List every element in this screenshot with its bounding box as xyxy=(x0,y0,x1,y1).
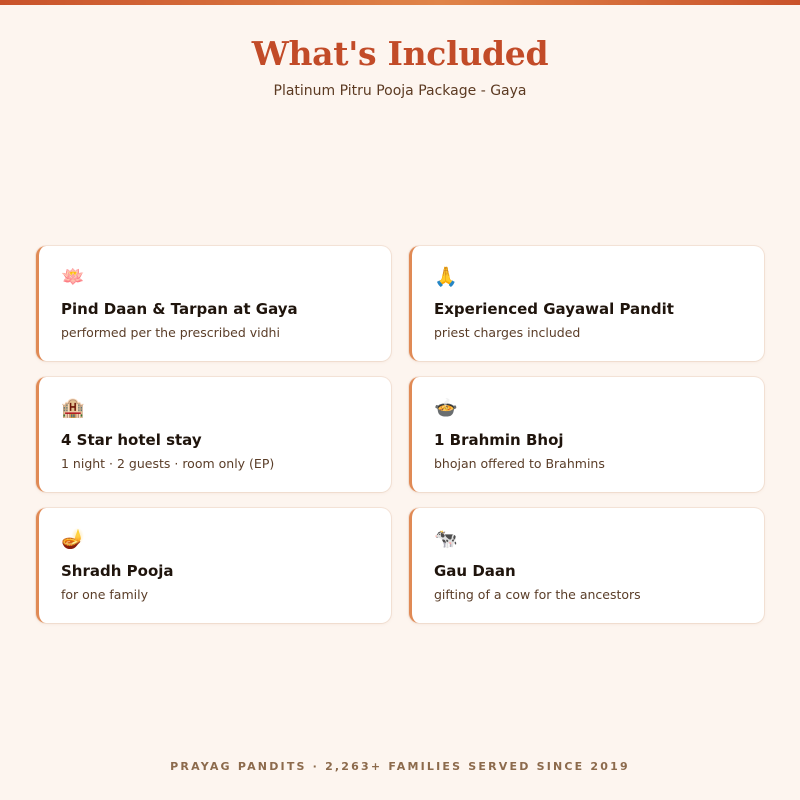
item-title: Shradh Pooja xyxy=(61,562,174,580)
included-item-card xyxy=(409,508,764,623)
item-title: 4 Star hotel stay xyxy=(61,431,202,449)
item-title: Experienced Gayawal Pandit xyxy=(434,300,674,318)
item-title: 1 Brahmin Bhoj xyxy=(434,431,564,449)
item-description: performed per the prescribed vidhi xyxy=(61,325,280,340)
diya-lamp-icon: 🪔 xyxy=(61,528,85,550)
page-title: What's Included xyxy=(251,34,549,73)
item-title: Gau Daan xyxy=(434,562,516,580)
lotus-icon: 🪷 xyxy=(61,266,85,288)
footer-tagline: PRAYAG PANDITS · 2,263+ FAMILIES SERVED SINCE 2019 xyxy=(170,760,630,773)
item-description: gifting of a cow for the ancestors xyxy=(434,587,641,602)
item-title: Pind Daan & Tarpan at Gaya xyxy=(61,300,298,318)
included-item-card xyxy=(409,246,764,361)
item-description: for one family xyxy=(61,587,148,602)
included-item-card xyxy=(36,246,391,361)
included-item-card xyxy=(36,377,391,492)
food-bowl-icon: 🍲 xyxy=(434,397,458,419)
item-description: priest charges included xyxy=(434,325,581,340)
cow-icon: 🐄 xyxy=(434,528,458,550)
folded-hands-icon: 🙏 xyxy=(434,266,458,288)
hotel-icon: 🏨 xyxy=(61,397,85,419)
page-subtitle: Platinum Pitru Pooja Package - Gaya xyxy=(273,83,527,99)
item-description: 1 night · 2 guests · room only (EP) xyxy=(61,456,275,471)
included-item-card xyxy=(409,377,764,492)
top-accent-bar xyxy=(0,0,800,5)
included-items-grid xyxy=(36,246,764,623)
included-item-card xyxy=(36,508,391,623)
item-description: bhojan offered to Brahmins xyxy=(434,456,605,471)
